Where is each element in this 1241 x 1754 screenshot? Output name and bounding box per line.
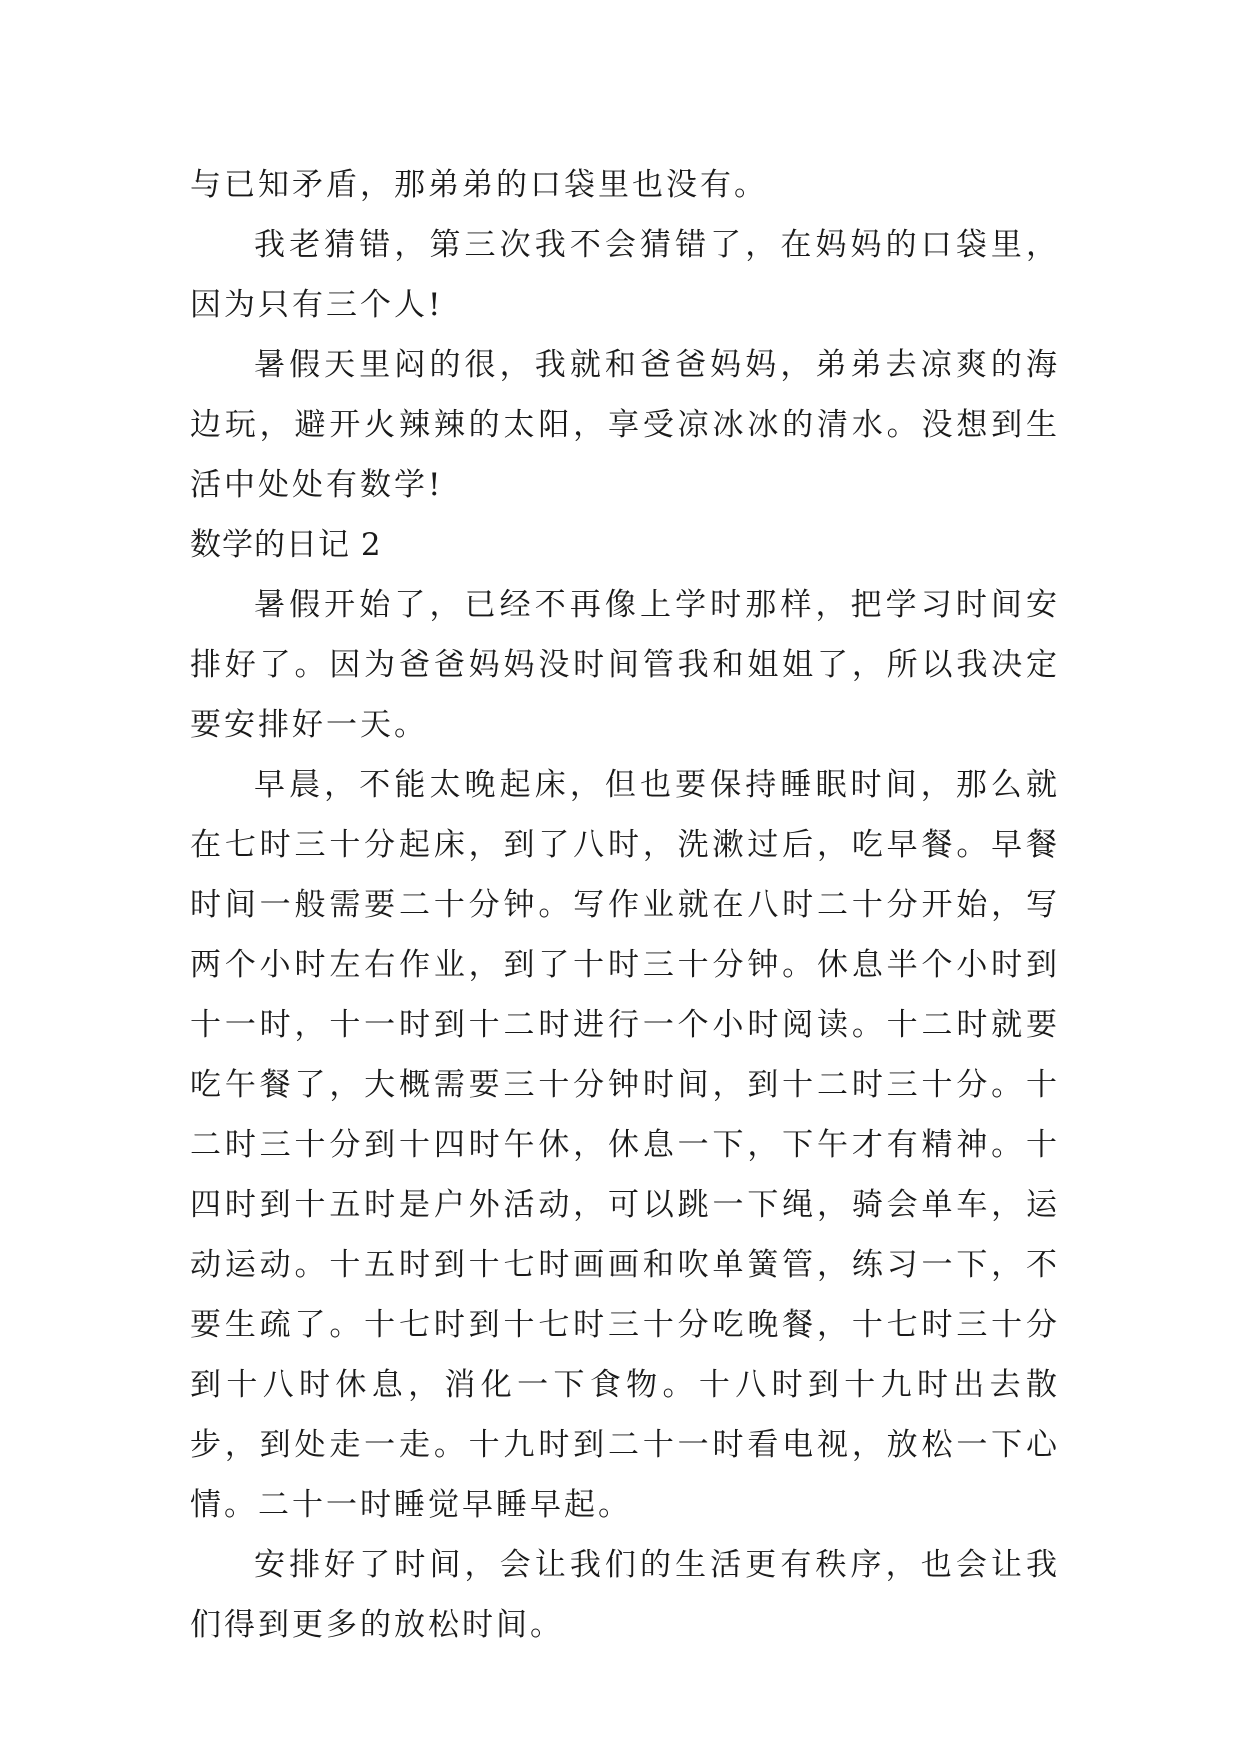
paragraph: 与已知矛盾，那弟弟的口袋里也没有。 — [190, 167, 768, 203]
paragraph: 暑假开始了，已经不再像上学时那样，把学习时间安排好了。因为爸爸妈妈没时间管我和姐姐了，所以我决定要安排好一天。 — [190, 587, 1060, 743]
paragraph: 安排好了时间，会让我们的生活更有秩序，也会让我们得到更多的放松时间。 — [190, 1547, 1060, 1643]
paragraph: 暑假天里闷的很，我就和爸爸妈妈，弟弟去凉爽的海边玩，避开火辣辣的太阳，享受凉冰冰的清水。没想到生活中处处有数学! — [190, 347, 1060, 503]
document-body — [190, 155, 1060, 1655]
paragraph: 我老猜错，第三次我不会猜错了，在妈妈的口袋里，因为只有三个人! — [190, 227, 1060, 323]
paragraph: 早晨，不能太晚起床，但也要保持睡眠时间，那么就在七时三十分起床，到了八时，洗漱过后，吃早餐。早餐时间一般需要二十分钟。写作业就在八时二十分开始，写两个小时左右作业，到了十时三十分钟。休息半个小时到十一时，十一时到十二时进行一个小时阅读。十二时就要吃午餐了，大概需要三十分钟时间，到十二时三十分。十二时三十分到十四时午休，休息一下，下午才有精神。十四时到十五时是户外活动，可以跳一下绳，骑会单车，运动运动。十五时到十七时画画和吹单簧管，练习一下，不要生疏了。十七时到十七时三十分吃晚餐，十七时三十分到十八时休息，消化一下食物。十八时到十九时出去散步，到处走一走。十九时到二十一时看电视，放松一下心情。二十一时睡觉早睡早起。 — [190, 767, 1060, 1523]
section-title: 数学的日记 2 — [190, 527, 382, 563]
